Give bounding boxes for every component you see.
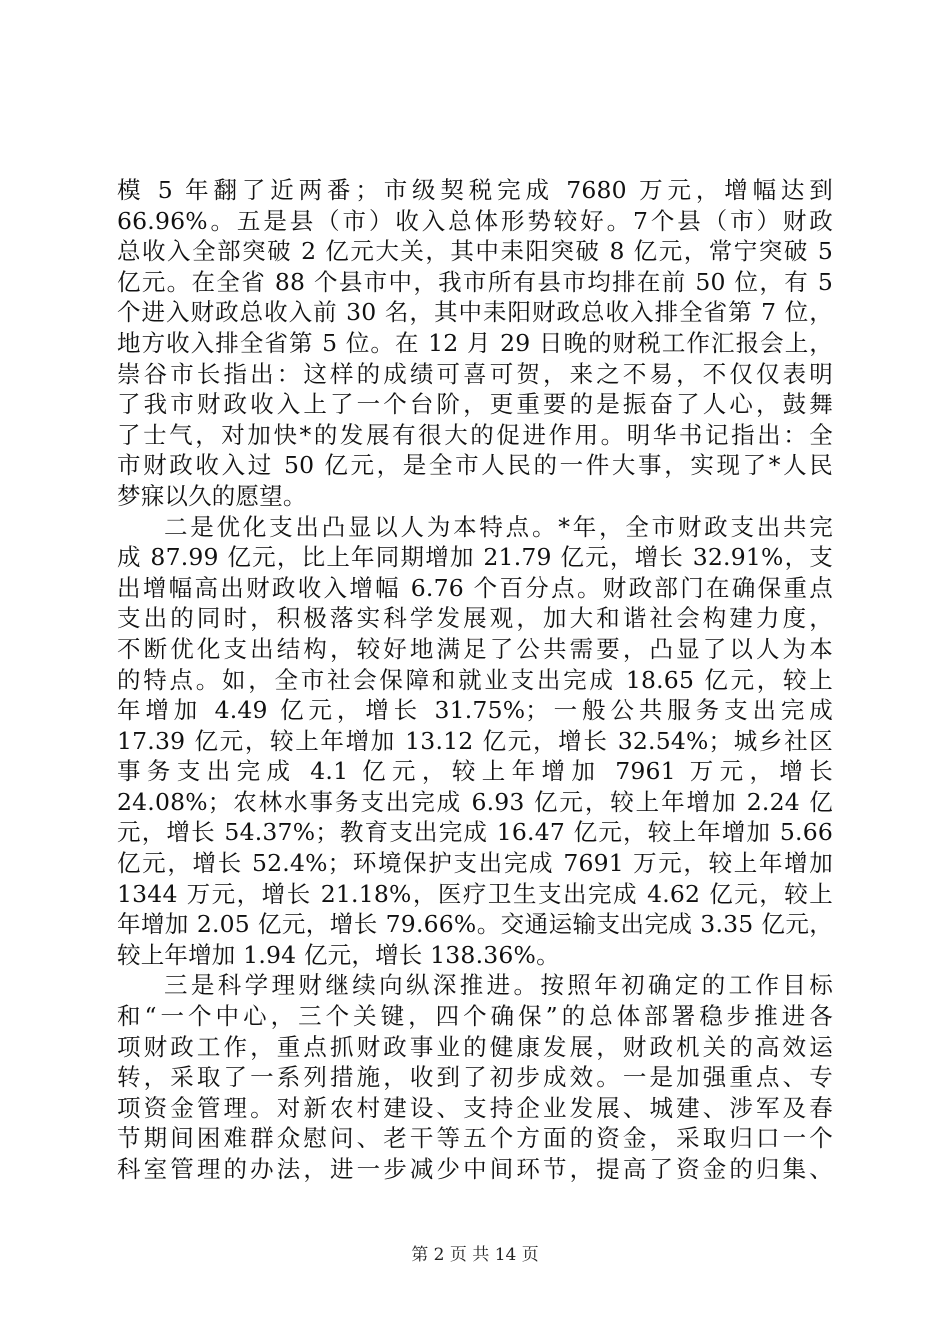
text-line: 24.08%；农林水事务支出完成 6.93 亿元，较上年增加 2.24 亿 (117, 787, 833, 816)
text-line: 年增加 2.05 亿元，增长 79.66%。交通运输支出完成 3.35 亿元， (117, 910, 833, 939)
text-line: 的特点。如，全市社会保障和就业支出完成 18.65 亿元，较上 (117, 665, 833, 694)
text-line: 项财政工作，重点抓财政事业的健康发展，财政机关的高效运 (117, 1032, 833, 1061)
text-line: 亿元。在全省 88 个县市中，我市所有县市均排在前 50 位，有 5 (117, 267, 833, 296)
text-line: 地方收入排全省第 5 位。在 12 月 29 日晚的财税工作汇报会上， (117, 328, 833, 357)
text-line: 了士气，对加快*的发展有很大的促进作用。明华书记指出：全 (117, 420, 833, 449)
text-line: 节期间困难群众慰问、老干等五个方面的资金，采取归口一个 (117, 1124, 833, 1153)
text-line: 较上年增加 1.94 亿元，增长 138.36%。 (117, 940, 560, 969)
text-line: 了我市财政收入上了一个台阶，更重要的是振奋了人心，鼓舞 (117, 390, 833, 419)
text-line: 不断优化支出结构，较好地满足了公共需要，凸显了以人为本 (117, 634, 833, 663)
text-line: 出增幅高出财政收入增幅 6.76 个百分点。财政部门在确保重点 (117, 573, 833, 602)
text-line: 年增加 4.49 亿元，增长 31.75%；一般公共服务支出完成 (117, 696, 833, 725)
text-line: 成 87.99 亿元，比上年同期增加 21.79 亿元，增长 32.91%，支 (117, 543, 833, 572)
text-line: 66.96%。五是县（市）收入总体形势较好。7个县（市）财政 (117, 206, 833, 235)
text-line: 市财政收入过 50 亿元，是全市人民的一件大事，实现了*人民 (117, 451, 833, 480)
text-line: 模 5 年翻了近两番；市级契税完成 7680 万元，增幅达到 (117, 176, 833, 204)
text-line: 转，采取了一系列措施，收到了初步成效。一是加强重点、专 (117, 1063, 833, 1092)
text-line: 17.39 亿元，较上年增加 13.12 亿元，增长 32.54%；城乡社区 (117, 726, 833, 755)
text-line: 亿元，增长 52.4%；环境保护支出完成 7691 万元，较上年增加 (117, 849, 833, 878)
text-line: 元，增长 54.37%；教育支出完成 16.47 亿元，较上年增加 5.66 (117, 818, 833, 847)
page-number-footer: 第 2 页 共 14 页 (411, 1245, 539, 1265)
text-line: 总收入全部突破 2 亿元大关，其中耒阳突破 8 亿元，常宁突破 5 (117, 237, 833, 266)
text-line: 事务支出完成 4.1 亿元，较上年增加 7961 万元，增长 (117, 757, 833, 786)
text-line: 项资金管理。对新农村建设、支持企业发展、城建、涉军及春 (117, 1093, 833, 1122)
text-line: 支出的同时，积极落实科学发展观，加大和谐社会构建力度， (117, 604, 833, 633)
text-line: 1344 万元，增长 21.18%，医疗卫生支出完成 4.62 亿元，较上 (117, 879, 833, 908)
text-line: 梦寐以久的愿望。 (117, 481, 307, 510)
paragraph-start-line: 二是优化支出凸显以人为本特点。*年，全市财政支出共完 (164, 512, 833, 541)
text-line: 科室管理的办法，进一步减少中间环节，提高了资金的归集、 (117, 1155, 833, 1183)
text-line: 个进入财政总收入前 30 名，其中耒阳财政总收入排全省第 7 位， (117, 298, 833, 327)
document-body (117, 175, 833, 1185)
text-line: 崇谷市长指出：这样的成绩可喜可贺，来之不易，不仅仅表明 (117, 359, 833, 388)
text-line: 和“一个中心，三个关键，四个确保”的总体部署稳步推进各 (117, 1002, 833, 1031)
paragraph-start-line: 三是科学理财继续向纵深推进。按照年初确定的工作目标 (164, 971, 833, 1000)
